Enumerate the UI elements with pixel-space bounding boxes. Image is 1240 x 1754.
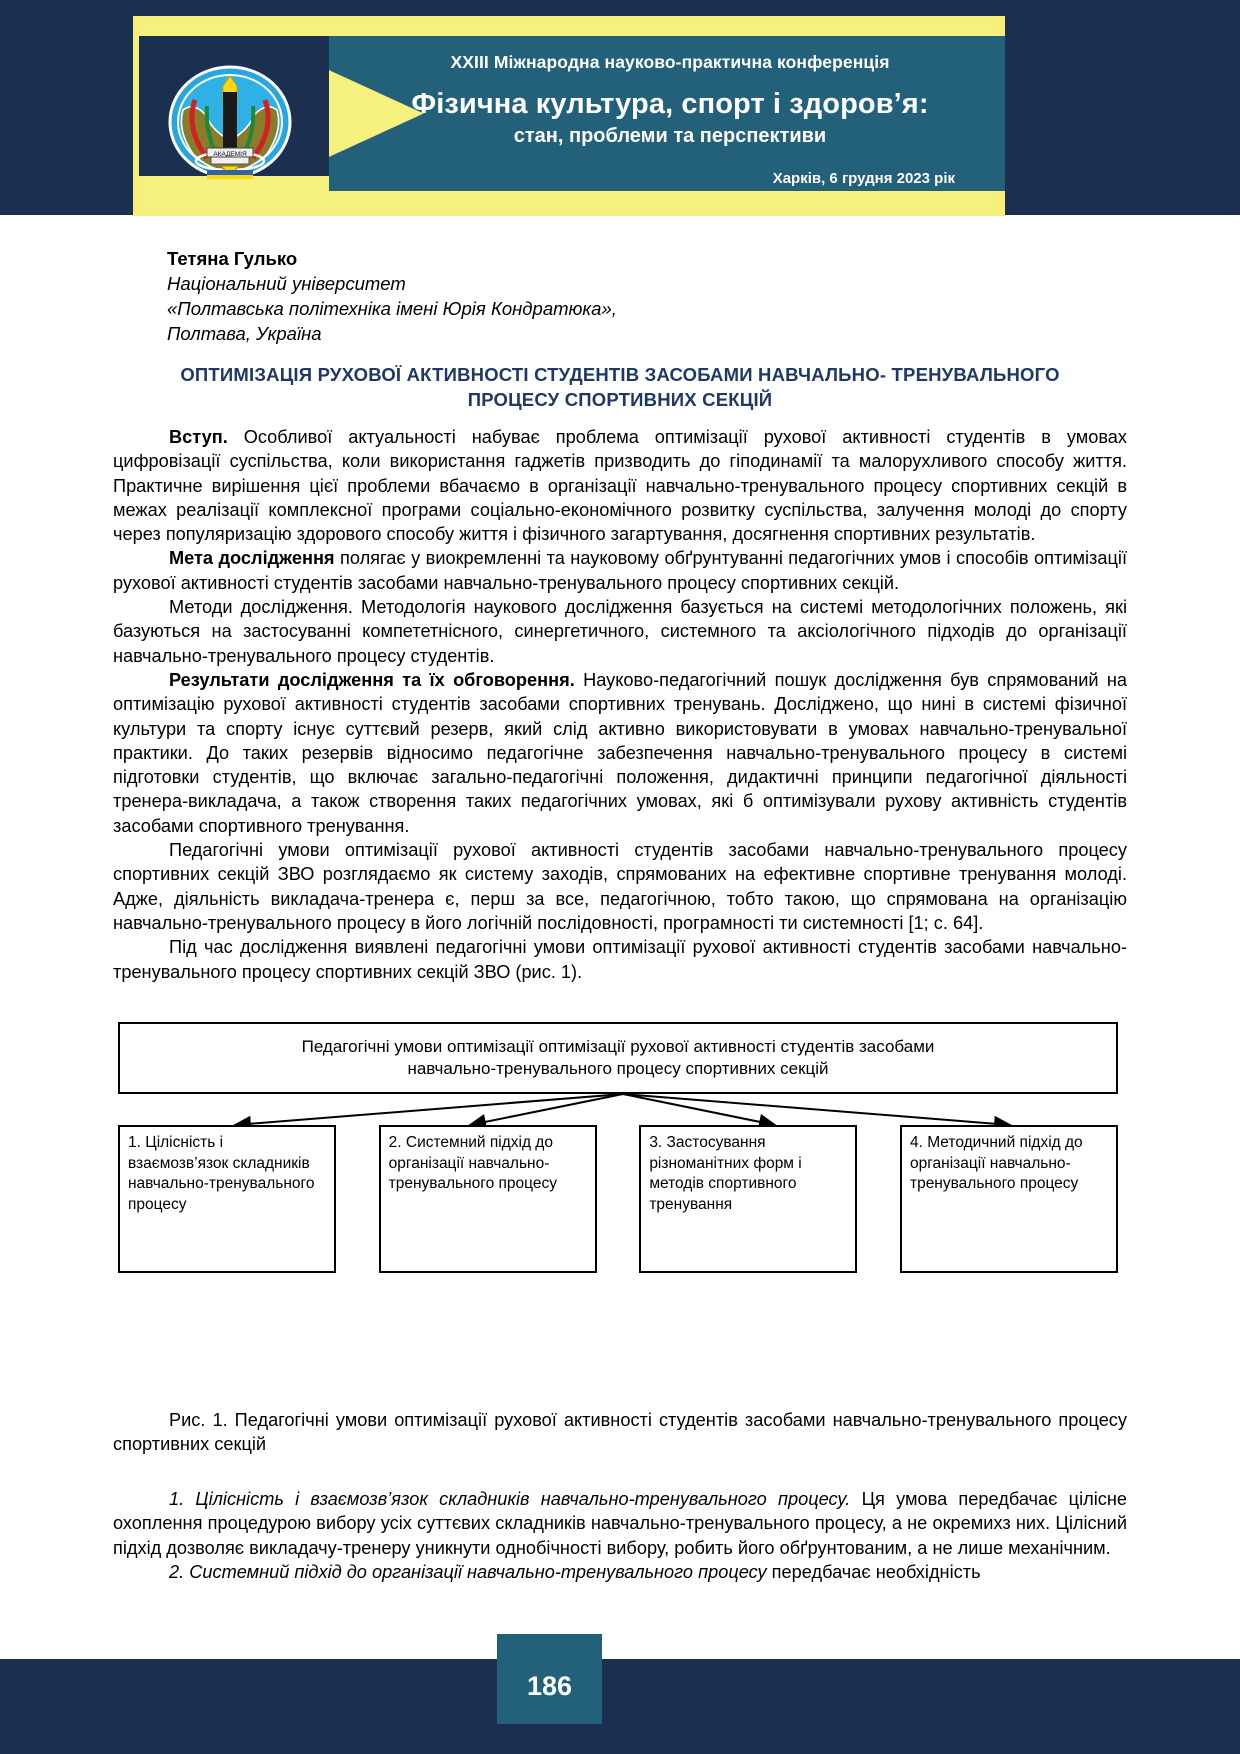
body-paragraph-4: Результати дослідження та їх обговорення. Науково-педагогічний пошук дослідження був спрямований на оптимізацію рухової активності студентів засобами спортивних тренувань. Досліджено, що нині в системі фізичної культури та спорту існує суттєвий резерв, який слід активно використовувати в умовах навчально-тренувальної практики. До таких резервів відносимо педагогічне забезпечення навчально-тренувального процесу в системі підготовки студентів, що включає загально-педагогічні положення, дидактичні принципи педагогічної діяльності тренера-викладача, а також створення таких педагогічних умовах, які б оптимізували рухову активність студентів засобами спортивного тренування. xyxy=(113,669,1127,836)
body-paragraph-6: Під час дослідження виявлені педагогічні умови оптимізації рухової активності студентів засобами навчально-тренувального процесу спортивних секцій ЗВО (рис. 1). xyxy=(113,937,1127,982)
conference-title: Фізична культура, спорт і здоров’я: xyxy=(411,88,929,120)
body-paragraph-lead-2: Мета дослідження xyxy=(169,548,335,569)
figure-diagram xyxy=(115,1022,1125,1392)
body-paragraph-2: Мета дослідження полягає у виокремленні та науковому обґрунтуванні педагогічних умов і способів оптимізації рухової активності студентів засобами навчально-тренувального процесу спортивних секцій. xyxy=(113,548,1127,593)
figure-box-1: 1. Цілісність і взаємозв’язок складників навчально-тренувального процесу xyxy=(118,1125,336,1273)
tail-paragraph-2: 2. Системний підхід до організації навчально-тренувального процесу передбачає необхідність xyxy=(169,1561,981,1582)
body-paragraph-lead-1: Вступ. xyxy=(169,427,228,447)
article-title-line-2: ТРЕНУВАЛЬНОГО ПРОЦЕСУ СПОРТИВНИХ СЕКЦІЙ xyxy=(467,364,1060,410)
figure-box-4: 4. Методичний підхід до організації навчально-тренувального процесу xyxy=(900,1125,1118,1273)
svg-text:АКАДЕМІЯ: АКАДЕМІЯ xyxy=(213,151,247,158)
article-tail xyxy=(113,1487,1127,1584)
academy-coat-of-arms-emblem xyxy=(155,62,305,180)
article-title-line-1: ОПТИМІЗАЦІЯ РУХОВОЇ АКТИВНОСТІ СТУДЕНТІВ ЗАСОБАМИ НАВЧАЛЬНО- xyxy=(180,364,887,385)
conference-line: XXIII Міжнародна науково-практична конференція xyxy=(450,52,890,72)
page-number: 186 xyxy=(526,1671,573,1701)
tail-paragraph-1: 1. Цілісність і взаємозв’язок складників навчально-тренувального процесу. Ця умова передбачає цілісне охоплення процедурою вибору усіх суттєвих складників навчально-тренувального процесу, а не окремихз них. Цілісний підхід дозволяє викладачу-тренеру уникнути однобічності вибору, робить його обґрунтованим, а не лише механічним. xyxy=(113,1489,1128,1558)
body-paragraph-3: Методи дослідження. Методологія наукового дослідження базується на системі методологічних положень, які базуються на застосуванні компететнісного, синергетичного, системного та аксіологічного підходів до організації навчально-тренувального процесу студентів. xyxy=(113,597,1127,666)
body-paragraph-1: Вступ. Особливої актуальності набуває проблема оптимізації рухової активності студентів в умовах цифровізації суспільства, коли використання гаджетів призводить до гіподинамії та малорухливого способу життя. Практичне вирішення цієї проблеми вбачаємо в організації навчально-тренувального процесу спортивних секцій в межах реалізації комплексної програми соціально-економічного розвитку суспільства, залучення молоді до спорту через популяризацію здорового способу життя і фізичного загартування, досягнення спортивних результатів. xyxy=(113,427,1127,545)
author-affiliation-line-3: Полтава, Україна xyxy=(167,323,322,344)
body-paragraph-5: Педагогічні умови оптимізації рухової активності студентів засобами навчально-тренувального процесу спортивних секцій ЗВО розглядаємо як систему заходів, спрямованих на ефективне спортивне тренування молоді. Адже, діяльність викладача-тренера є, перш за все, педагогічною, тобто такою, що спрямована на організацію навчально-тренувального процесу в його логічній послідовності, програмності ти системності [1; с. 64]. xyxy=(113,840,1127,933)
figure-caption xyxy=(113,1408,1127,1457)
conference-date: Харків, 6 грудня 2023 рік xyxy=(772,170,955,187)
figure-box-2: 2. Системний підхід до організації навчально-тренувального процесу xyxy=(379,1125,597,1273)
figure-condition-boxes xyxy=(118,1125,1118,1275)
conference-subtitle: стан, проблеми та перспективи xyxy=(513,125,827,147)
article-body xyxy=(113,425,1127,984)
figure-root-line-2: навчально-тренувального процесу спортивних секцій xyxy=(407,1059,829,1078)
tail-paragraph-lead-2: 2. Системний підхід до організації навчально-тренувального процесу xyxy=(169,1561,767,1582)
author-block xyxy=(167,246,867,346)
body-paragraph-lead-4: Результати дослідження та їх обговорення. xyxy=(169,669,575,690)
article-title xyxy=(170,362,1070,412)
figure-box-3: 3. Застосування різноманітних форм і методів спортивного тренування xyxy=(639,1125,857,1273)
author-name: Тетяна Гулько xyxy=(167,248,298,269)
tail-paragraph-lead-1: 1. Цілісність і взаємозв’язок складників навчально-тренувального процесу. xyxy=(169,1489,851,1509)
figure-root-box xyxy=(118,1022,1118,1094)
footer-band xyxy=(0,1659,1240,1754)
author-affiliation-line-2: «Полтавська політехніка імені Юрія Кондратюка», xyxy=(167,298,617,319)
figure-caption-text: Рис. 1. Педагогічні умови оптимізації рухової активності студентів засобами навчально-тренувального процесу спортивних секцій xyxy=(113,1410,1127,1455)
figure-root-line-1: Педагогічні умови оптимізації оптимізації рухової активності студентів засобами xyxy=(301,1037,935,1056)
author-affiliation-line-1: Національний університет xyxy=(167,273,406,294)
